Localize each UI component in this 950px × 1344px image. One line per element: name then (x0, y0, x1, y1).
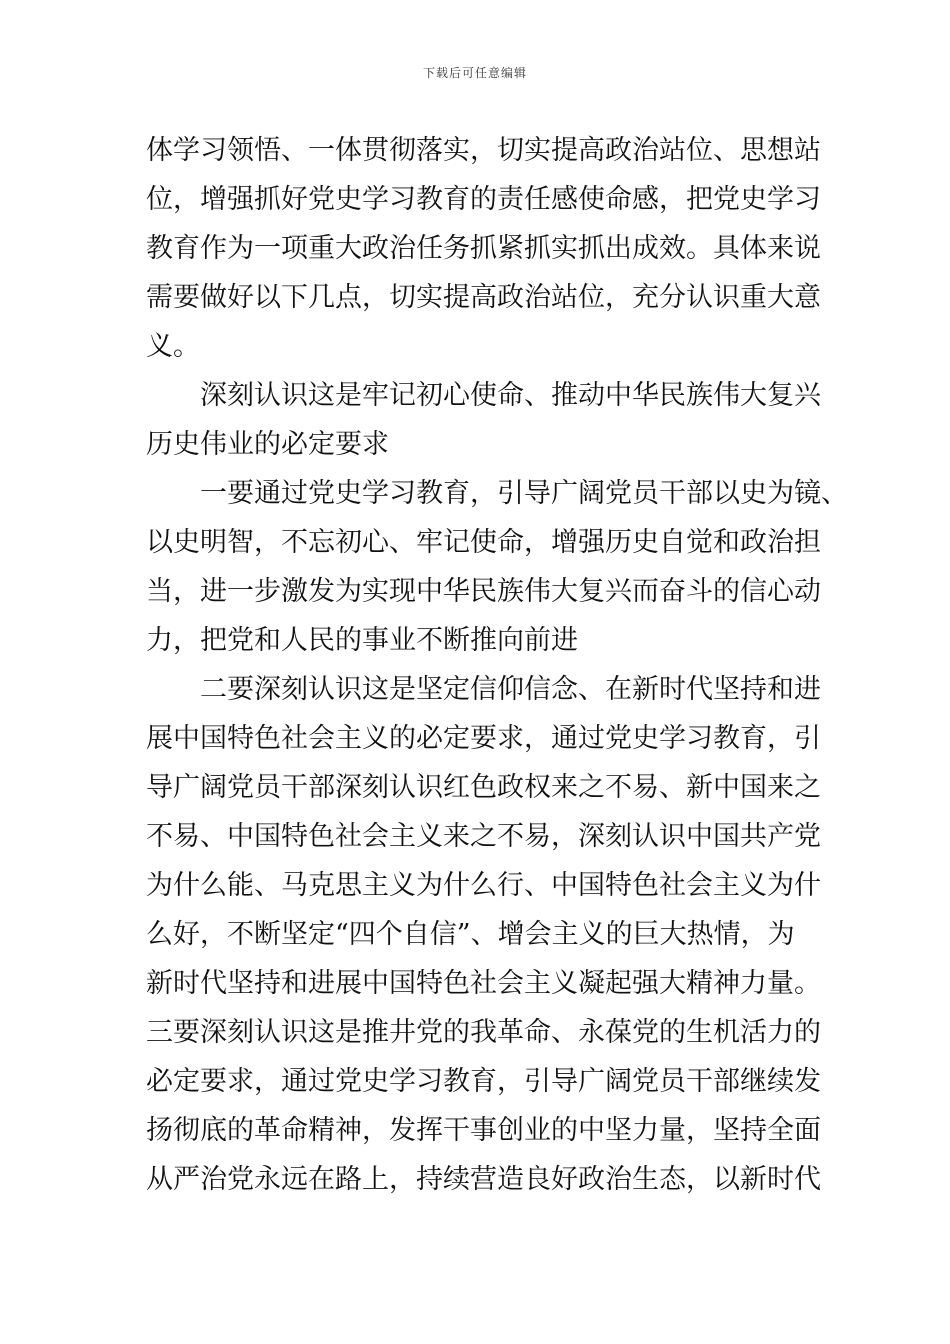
text-line: 历史伟业的必定要求 (146, 429, 389, 460)
text-line: 当，进一步激发为实现中华民族伟大复兴而奋斗的信心动 (146, 576, 821, 607)
text-line: 义。 (146, 331, 200, 362)
text-line: 二要深刻认识这是坚定信仰信念、在新时代坚持和进 (200, 674, 821, 705)
text-line: 教育作为一项重大政治任务抓紧抓实抓出成效。具体来说 (146, 233, 821, 264)
text-line: 三要深刻认识这是推井党的我革命、永葆党的生机活力的 (146, 1017, 821, 1048)
text-line: 从严治党永远在路上，持续营造良好政治生态，以新时代 (146, 1164, 821, 1195)
text-line: 需要做好以下几点，切实提高政治站位，充分认识重大意 (146, 282, 821, 313)
text-line: 力，把党和人民的事业不断推向前进 (146, 625, 578, 656)
text-line: 一要通过党史学习教育，引导广阔党员干部以史为镜、 (200, 478, 848, 509)
text-line: 必定要求，通过党史学习教育，引导广阔党员干部继续发 (146, 1066, 821, 1097)
text-line: 展中国特色社会主义的必定要求，通过党史学习教育，引 (146, 723, 821, 754)
text-line: 不易、中国特色社会主义来之不易，深刻认识中国共产党 (146, 821, 821, 852)
text-line: 体学习领悟、一体贯彻落实，切实提高政治站位、思想站 (146, 135, 821, 166)
text-line: 深刻认识这是牢记初心使命、推动中华民族伟大复兴 (200, 380, 821, 411)
text-line: 么好，不断坚定“四个自信”、增会主义的巨大热情，为 (146, 919, 795, 950)
text-line: 为什么能、马克思主义为什么行、中国特色社会主义为什 (146, 870, 821, 901)
text-line: 新时代坚持和进展中国特色社会主义凝起强大精神力量。 (146, 968, 821, 999)
text-line: 位，增强抓好党史学习教育的责任感使命感，把党史学习 (146, 184, 821, 215)
text-line: 扬彻底的革命精神，发挥干事创业的中坚力量，坚持全面 (146, 1115, 821, 1146)
page-header: 下载后可任意编辑 (422, 66, 527, 80)
text-line: 以史明智，不忘初心、牢记使命，增强历史自觉和政治担 (146, 527, 821, 558)
document-body (146, 126, 848, 1204)
text-line: 导广阔党员干部深刻认识红色政权来之不易、新中国来之 (146, 772, 821, 803)
